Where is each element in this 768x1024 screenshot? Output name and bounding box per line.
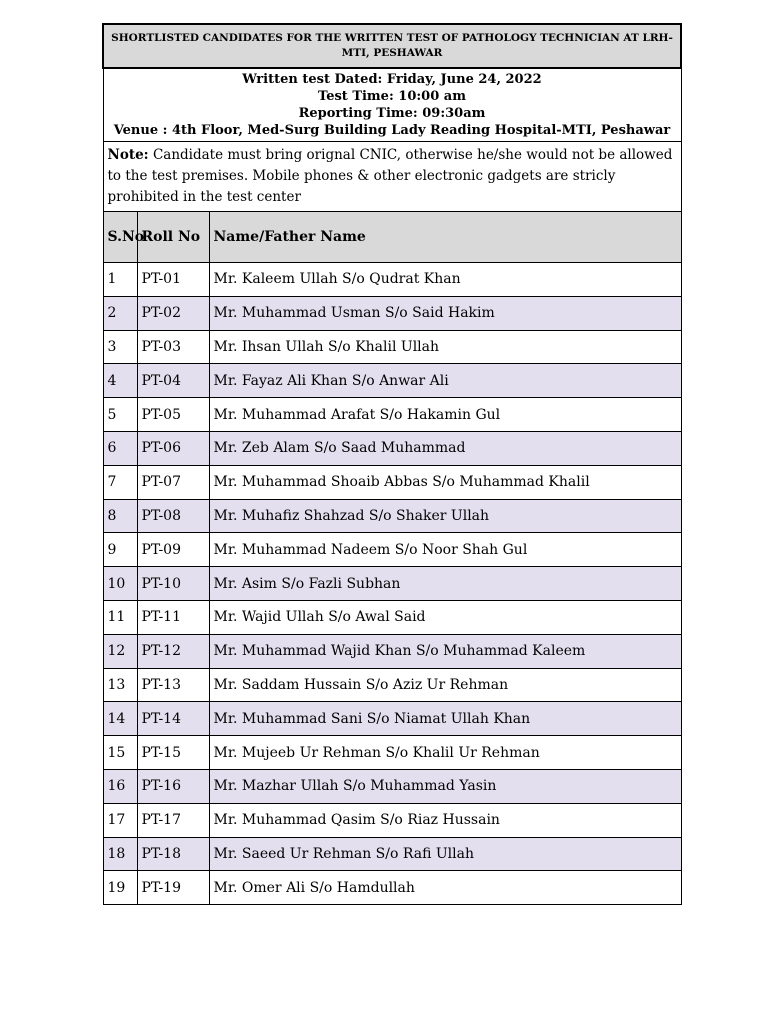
table-row: [103, 702, 681, 736]
cell-sno: 10: [103, 567, 137, 601]
cell-roll-no: PT-03: [137, 330, 209, 364]
cell-roll-no: PT-15: [137, 736, 209, 770]
table-row: [103, 871, 681, 905]
cell-sno: 2: [103, 296, 137, 330]
cell-sno: 19: [103, 871, 137, 905]
cell-sno: 15: [103, 736, 137, 770]
table-row: [103, 837, 681, 871]
table-row: [103, 499, 681, 533]
header-roll-no: Roll No: [137, 212, 209, 263]
cell-roll-no: PT-09: [137, 533, 209, 567]
table-row: [103, 803, 681, 837]
cell-sno: 6: [103, 431, 137, 465]
cell-roll-no: PT-02: [137, 296, 209, 330]
cell-name: Mr. Kaleem Ullah S/o Qudrat Khan: [209, 263, 681, 297]
table-row: [103, 736, 681, 770]
cell-roll-no: PT-18: [137, 837, 209, 871]
cell-roll-no: PT-06: [137, 431, 209, 465]
cell-name: Mr. Muhammad Wajid Khan S/o Muhammad Kaleem: [209, 634, 681, 668]
cell-sno: 3: [103, 330, 137, 364]
cell-sno: 18: [103, 837, 137, 871]
test-info: [103, 68, 681, 142]
cell-sno: 12: [103, 634, 137, 668]
document-title: SHORTLISTED CANDIDATES FOR THE WRITTEN TEST OF PATHOLOGY TECHNICIAN AT LRH-MTI, PESHAWAR: [103, 24, 681, 68]
table-row: [103, 634, 681, 668]
cell-name: Mr. Muhammad Sani S/o Niamat Ullah Khan: [209, 702, 681, 736]
note-text: Candidate must bring orignal CNIC, otherwise he/she would not be allowed to the test premises. Mobile phones & other electronic gadgets are stricly prohibited in the test center: [107, 147, 673, 205]
cell-sno: 16: [103, 769, 137, 803]
cell-name: Mr. Muhafiz Shahzad S/o Shaker Ullah: [209, 499, 681, 533]
cell-roll-no: PT-13: [137, 668, 209, 702]
cell-sno: 8: [103, 499, 137, 533]
table-row: [103, 364, 681, 398]
cell-name: Mr. Muhammad Nadeem S/o Noor Shah Gul: [209, 533, 681, 567]
cell-roll-no: PT-08: [137, 499, 209, 533]
cell-sno: 5: [103, 398, 137, 432]
table-header: [103, 212, 681, 263]
cell-roll-no: PT-12: [137, 634, 209, 668]
cell-name: Mr. Omer Ali S/o Hamdullah: [209, 871, 681, 905]
cell-sno: 11: [103, 600, 137, 634]
reporting-time: Reporting Time: 09:30am: [298, 106, 486, 121]
table-row: [103, 398, 681, 432]
cell-roll-no: PT-10: [137, 567, 209, 601]
cell-name: Mr. Muhammad Shoaib Abbas S/o Muhammad Khalil: [209, 465, 681, 499]
header-name: Name/Father Name: [209, 212, 681, 263]
table-row: [103, 533, 681, 567]
table-row: [103, 296, 681, 330]
cell-sno: 13: [103, 668, 137, 702]
table-row: [103, 668, 681, 702]
table-row: [103, 330, 681, 364]
cell-roll-no: PT-11: [137, 600, 209, 634]
table-row: [103, 263, 681, 297]
cell-roll-no: PT-17: [137, 803, 209, 837]
cell-name: Mr. Fayaz Ali Khan S/o Anwar Ali: [209, 364, 681, 398]
test-date: Written test Dated: Friday, June 24, 2022: [242, 72, 542, 87]
cell-sno: 1: [103, 263, 137, 297]
table-row: [103, 600, 681, 634]
note-label: Note:: [107, 147, 149, 163]
cell-name: Mr. Mujeeb Ur Rehman S/o Khalil Ur Rehman: [209, 736, 681, 770]
cell-name: Mr. Zeb Alam S/o Saad Muhammad: [209, 431, 681, 465]
cell-name: Mr. Muhammad Qasim S/o Riaz Hussain: [209, 803, 681, 837]
cell-name: Mr. Muhammad Usman S/o Said Hakim: [209, 296, 681, 330]
cell-name: Mr. Muhammad Arafat S/o Hakamin Gul: [209, 398, 681, 432]
cell-name: Mr. Wajid Ullah S/o Awal Said: [209, 600, 681, 634]
cell-roll-no: PT-05: [137, 398, 209, 432]
table-row: [103, 769, 681, 803]
table-row: [103, 431, 681, 465]
cell-name: Mr. Ihsan Ullah S/o Khalil Ullah: [209, 330, 681, 364]
cell-roll-no: PT-01: [137, 263, 209, 297]
cell-sno: 14: [103, 702, 137, 736]
table-row: [103, 465, 681, 499]
cell-roll-no: PT-07: [137, 465, 209, 499]
cell-name: Mr. Mazhar Ullah S/o Muhammad Yasin: [209, 769, 681, 803]
cell-name: Mr. Asim S/o Fazli Subhan: [209, 567, 681, 601]
cell-sno: 7: [103, 465, 137, 499]
cell-name: Mr. Saeed Ur Rehman S/o Rafi Ullah: [209, 837, 681, 871]
note: [103, 142, 681, 212]
table-row: [103, 567, 681, 601]
candidate-table: [102, 23, 682, 905]
cell-roll-no: PT-04: [137, 364, 209, 398]
cell-roll-no: PT-14: [137, 702, 209, 736]
cell-sno: 17: [103, 803, 137, 837]
header-sno: S.No: [103, 212, 137, 263]
cell-roll-no: PT-16: [137, 769, 209, 803]
test-time: Test Time: 10:00 am: [318, 89, 466, 104]
cell-name: Mr. Saddam Hussain S/o Aziz Ur Rehman: [209, 668, 681, 702]
cell-sno: 9: [103, 533, 137, 567]
cell-sno: 4: [103, 364, 137, 398]
cell-roll-no: PT-19: [137, 871, 209, 905]
candidate-sheet: [102, 23, 682, 905]
venue: Venue : 4th Floor, Med-Surg Building Lady Reading Hospital-MTI, Peshawar: [113, 123, 671, 138]
